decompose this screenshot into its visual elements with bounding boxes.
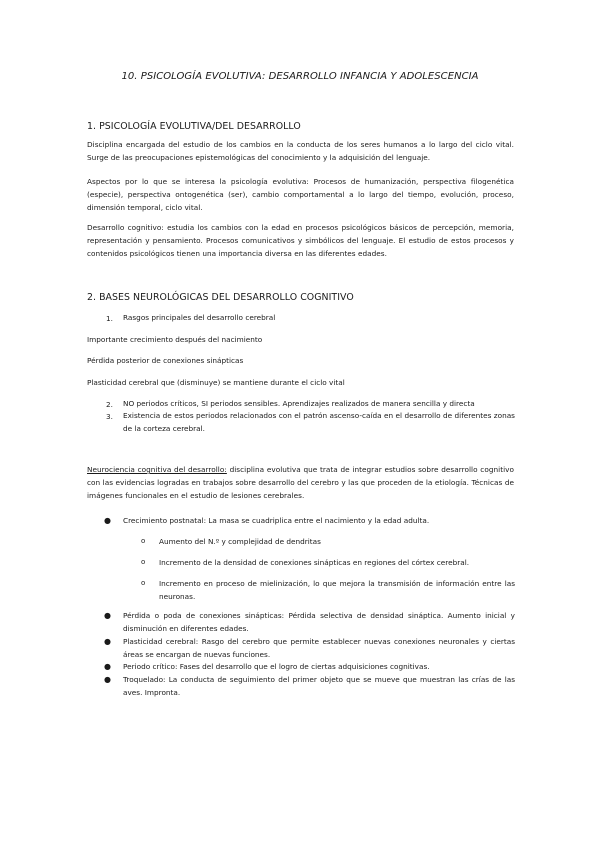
neuroscience-definition: disciplina evolutiva que trata de integrar estudios sobre desarrollo cognitivo con las evidencias logradas en trabajos sobre desarrollo del cerebro y las que proceden de la etiología. Técnicas de imágenes funcionales en el estudio de lesiones cerebrales. — [87, 465, 514, 500]
bullet-dot: ● — [104, 662, 111, 671]
bullet-item-synaptic-pruning: Pérdida o poda de conexiones sinápticas: Pérdida selectiva de densidad sináptica. Aumento inicial y disminución en diferentes edades. — [123, 611, 515, 633]
paragraph-definition: Disciplina encargada del estudio de los cambios en la conducta de los seres humanos a lo largo del ciclo vital. Surge de las preocupaciones epistemológicas del conocimiento y la adquisición del lenguaje. — [87, 140, 514, 162]
document-title: 10. PSICOLOGÍA EVOLUTIVA: DESARROLLO INFANCIA Y ADOLESCENCIA — [121, 71, 479, 82]
sub-bullet-marker: o — [141, 537, 146, 545]
bullet-item-postnatal-growth: Crecimiento postnatal: La masa se cuadriplica entre el nacimiento y la edad adulta. — [123, 516, 430, 525]
section-2-heading: 2. BASES NEUROLÓGICAS DEL DESARROLLO COGNITIVO — [87, 292, 354, 303]
neuroscience-term: Neurociencia cognitiva del desarrollo: — [87, 465, 227, 474]
sub-item-synaptic-density: Incremento de la densidad de conexiones sinápticas en regiones del córtex cerebral. — [159, 558, 470, 567]
line-synaptic-loss: Pérdida posterior de conexiones sinápticas — [87, 356, 244, 365]
list-number-1: 1. — [106, 314, 113, 323]
bullet-item-critical-period: Periodo crítico: Fases del desarrollo que el logro de ciertas adquisiciones cognitivas. — [123, 662, 430, 671]
sub-item-dendrites: Aumento del N.º y complejidad de dendritas — [159, 537, 321, 546]
list-item-2: NO periodos críticos, SI periodos sensibles. Aprendizajes realizados de manera sencilla y directa — [123, 399, 475, 408]
bullet-dot: ● — [104, 611, 111, 620]
sub-bullet-marker: o — [141, 558, 146, 566]
list-item-1: Rasgos principales del desarrollo cerebral — [123, 313, 276, 322]
line-plasticity: Plasticidad cerebral que (disminuye) se mantiene durante el ciclo vital — [87, 378, 345, 387]
bullet-item-brain-plasticity: Plasticidad cerebral: Rasgo del cerebro que permite establecer nuevas conexiones neuronales y ciertas áreas se encargan de nuevas funciones. — [123, 637, 515, 659]
list-item-3: Existencia de estos periodos relacionados con el patrón ascenso-caída en el desarrollo de diferentes zonas de la corteza cerebral. — [123, 411, 515, 433]
paragraph-neuroscience — [87, 463, 514, 502]
bullet-dot: ● — [104, 516, 111, 525]
bullet-item-imprinting: Troquelado: La conducta de seguimiento del primer objeto que se mueve que muestran las crías de las aves. Impronta. — [123, 675, 515, 697]
line-growth: Importante crecimiento después del nacimiento — [87, 335, 263, 344]
section-1-heading: 1. PSICOLOGÍA EVOLUTIVA/DEL DESARROLLO — [87, 121, 301, 132]
bullet-dot: ● — [104, 637, 111, 646]
paragraph-aspects: Aspectos por lo que se interesa la psicología evolutiva: Procesos de humanización, perspectiva filogenética (especie), perspectiva ontogenética (ser), cambio comportamental a lo largo del tiempo, evolución, proceso, dimensión temporal, ciclo vital. — [87, 177, 514, 212]
list-number-3: 3. — [106, 412, 113, 421]
sub-item-myelination: Incremento en proceso de mielinización, lo que mejora la transmisión de información entre las neuronas. — [159, 579, 515, 601]
bullet-dot: ● — [104, 675, 111, 684]
paragraph-cognitive-development: Desarrollo cognitivo: estudia los cambios con la edad en procesos psicológicos básicos de percepción, memoria, representación y pensamiento. Procesos comunicativos y simbólicos del lenguaje. El estudio de estos procesos y contenidos psicológicos tienen una importancia diversa en las diferentes edades. — [87, 223, 514, 258]
sub-bullet-marker: o — [141, 579, 146, 587]
list-number-2: 2. — [106, 400, 113, 409]
